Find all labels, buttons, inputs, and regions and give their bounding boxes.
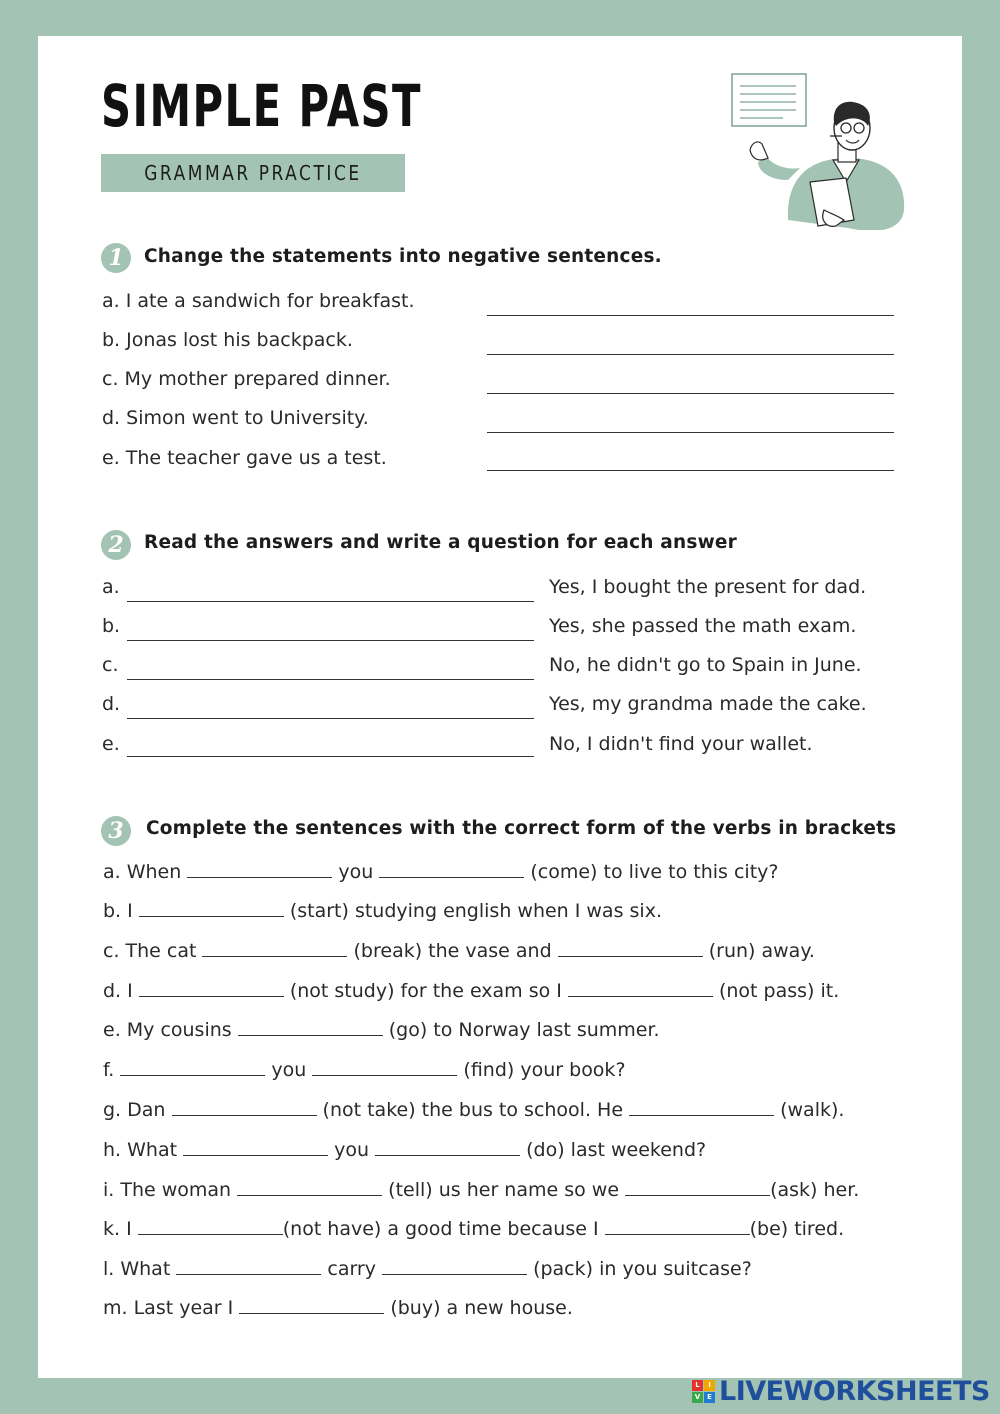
section-2-instruction: Read the answers and write a question for each answer	[144, 532, 737, 553]
s2-answer-a: Yes, I bought the present for dad.	[549, 576, 867, 598]
s2-letter-c: c.	[102, 654, 119, 676]
s3-sentence-f: f. you (find) your book?	[103, 1059, 626, 1081]
blank[interactable]	[138, 1216, 283, 1235]
blank[interactable]	[176, 1256, 321, 1275]
page-title: SIMPLE PAST	[101, 72, 422, 140]
page-subtitle: GRAMMAR PRACTICE	[144, 161, 362, 185]
s1-item-b: b. Jonas lost his backpack.	[102, 329, 353, 351]
s2-question-line-a[interactable]	[127, 601, 534, 602]
s1-answer-line-b[interactable]	[487, 354, 894, 355]
blank[interactable]	[625, 1177, 770, 1196]
s2-answer-b: Yes, she passed the math exam.	[549, 615, 857, 637]
blank[interactable]	[187, 859, 332, 878]
s3-sentence-a: a. When you (come) to live to this city?	[103, 861, 779, 883]
liveworksheets-logo-icon: L I V E	[692, 1380, 715, 1403]
blank[interactable]	[239, 1295, 384, 1314]
s3-sentence-h: h. What you (do) last weekend?	[103, 1139, 707, 1161]
page-subtitle-banner	[101, 154, 405, 192]
s1-item-d: d. Simon went to University.	[102, 407, 369, 429]
s2-letter-d: d.	[102, 693, 121, 715]
worksheet-page	[38, 36, 962, 1378]
blank[interactable]	[238, 1017, 383, 1036]
s1-answer-line-c[interactable]	[487, 393, 894, 394]
s3-sentence-l: l. What carry (pack) in you suitcase?	[103, 1258, 752, 1280]
section-3-number-badge: 3	[101, 816, 131, 846]
s2-letter-e: e.	[102, 733, 120, 755]
section-2-number-badge: 2	[101, 530, 131, 560]
blank[interactable]	[375, 1137, 520, 1156]
s1-answer-line-e[interactable]	[487, 470, 894, 471]
blank[interactable]	[629, 1097, 774, 1116]
liveworksheets-logo[interactable]	[692, 1374, 990, 1408]
section-3-instruction: Complete the sentences with the correct form of the verbs in brackets	[146, 818, 897, 839]
section-1-number-badge: 1	[101, 243, 131, 273]
blank[interactable]	[382, 1256, 527, 1275]
s2-answer-c: No, he didn't go to Spain in June.	[549, 654, 862, 676]
s1-item-c: c. My mother prepared dinner.	[102, 368, 391, 390]
teacher-illustration	[728, 70, 928, 230]
s1-item-e: e. The teacher gave us a test.	[102, 447, 387, 469]
blank[interactable]	[183, 1137, 328, 1156]
s2-letter-b: b.	[102, 615, 121, 637]
s3-sentence-e: e. My cousins (go) to Norway last summer.	[103, 1019, 660, 1041]
s3-sentence-d: d. I (not study) for the exam so I (not pass) it.	[103, 980, 840, 1002]
blank[interactable]	[379, 859, 524, 878]
s2-question-line-c[interactable]	[127, 679, 534, 680]
blank[interactable]	[202, 938, 347, 957]
s1-answer-line-a[interactable]	[487, 315, 894, 316]
s3-sentence-i: i. The woman (tell) us her name so we (ask) her.	[103, 1179, 860, 1201]
s2-letter-a: a.	[102, 576, 120, 598]
s2-answer-d: Yes, my grandma made the cake.	[549, 693, 867, 715]
blank[interactable]	[568, 978, 713, 997]
s3-sentence-c: c. The cat (break) the vase and (run) away.	[103, 940, 815, 962]
s3-sentence-g: g. Dan (not take) the bus to school. He (walk).	[103, 1099, 845, 1121]
s1-answer-line-d[interactable]	[487, 432, 894, 433]
blank[interactable]	[605, 1216, 750, 1235]
s3-sentence-m: m. Last year I (buy) a new house.	[103, 1297, 573, 1319]
s3-sentence-k: k. I (not have) a good time because I (be) tired.	[103, 1218, 845, 1240]
s2-question-line-e[interactable]	[127, 756, 534, 757]
liveworksheets-logo-text: LIVEWORKSHEETS	[719, 1375, 990, 1407]
s3-sentence-b: b. I (start) studying english when I was six.	[103, 900, 662, 922]
s2-answer-e: No, I didn't find your wallet.	[549, 733, 813, 755]
blank[interactable]	[172, 1097, 317, 1116]
s1-item-a: a. I ate a sandwich for breakfast.	[102, 290, 415, 312]
blank[interactable]	[120, 1057, 265, 1076]
blank[interactable]	[139, 898, 284, 917]
blank[interactable]	[237, 1177, 382, 1196]
blank[interactable]	[312, 1057, 457, 1076]
blank[interactable]	[139, 978, 284, 997]
blank[interactable]	[558, 938, 703, 957]
s2-question-line-b[interactable]	[127, 640, 534, 641]
section-1-instruction: Change the statements into negative sentences.	[144, 246, 662, 267]
s2-question-line-d[interactable]	[127, 718, 534, 719]
